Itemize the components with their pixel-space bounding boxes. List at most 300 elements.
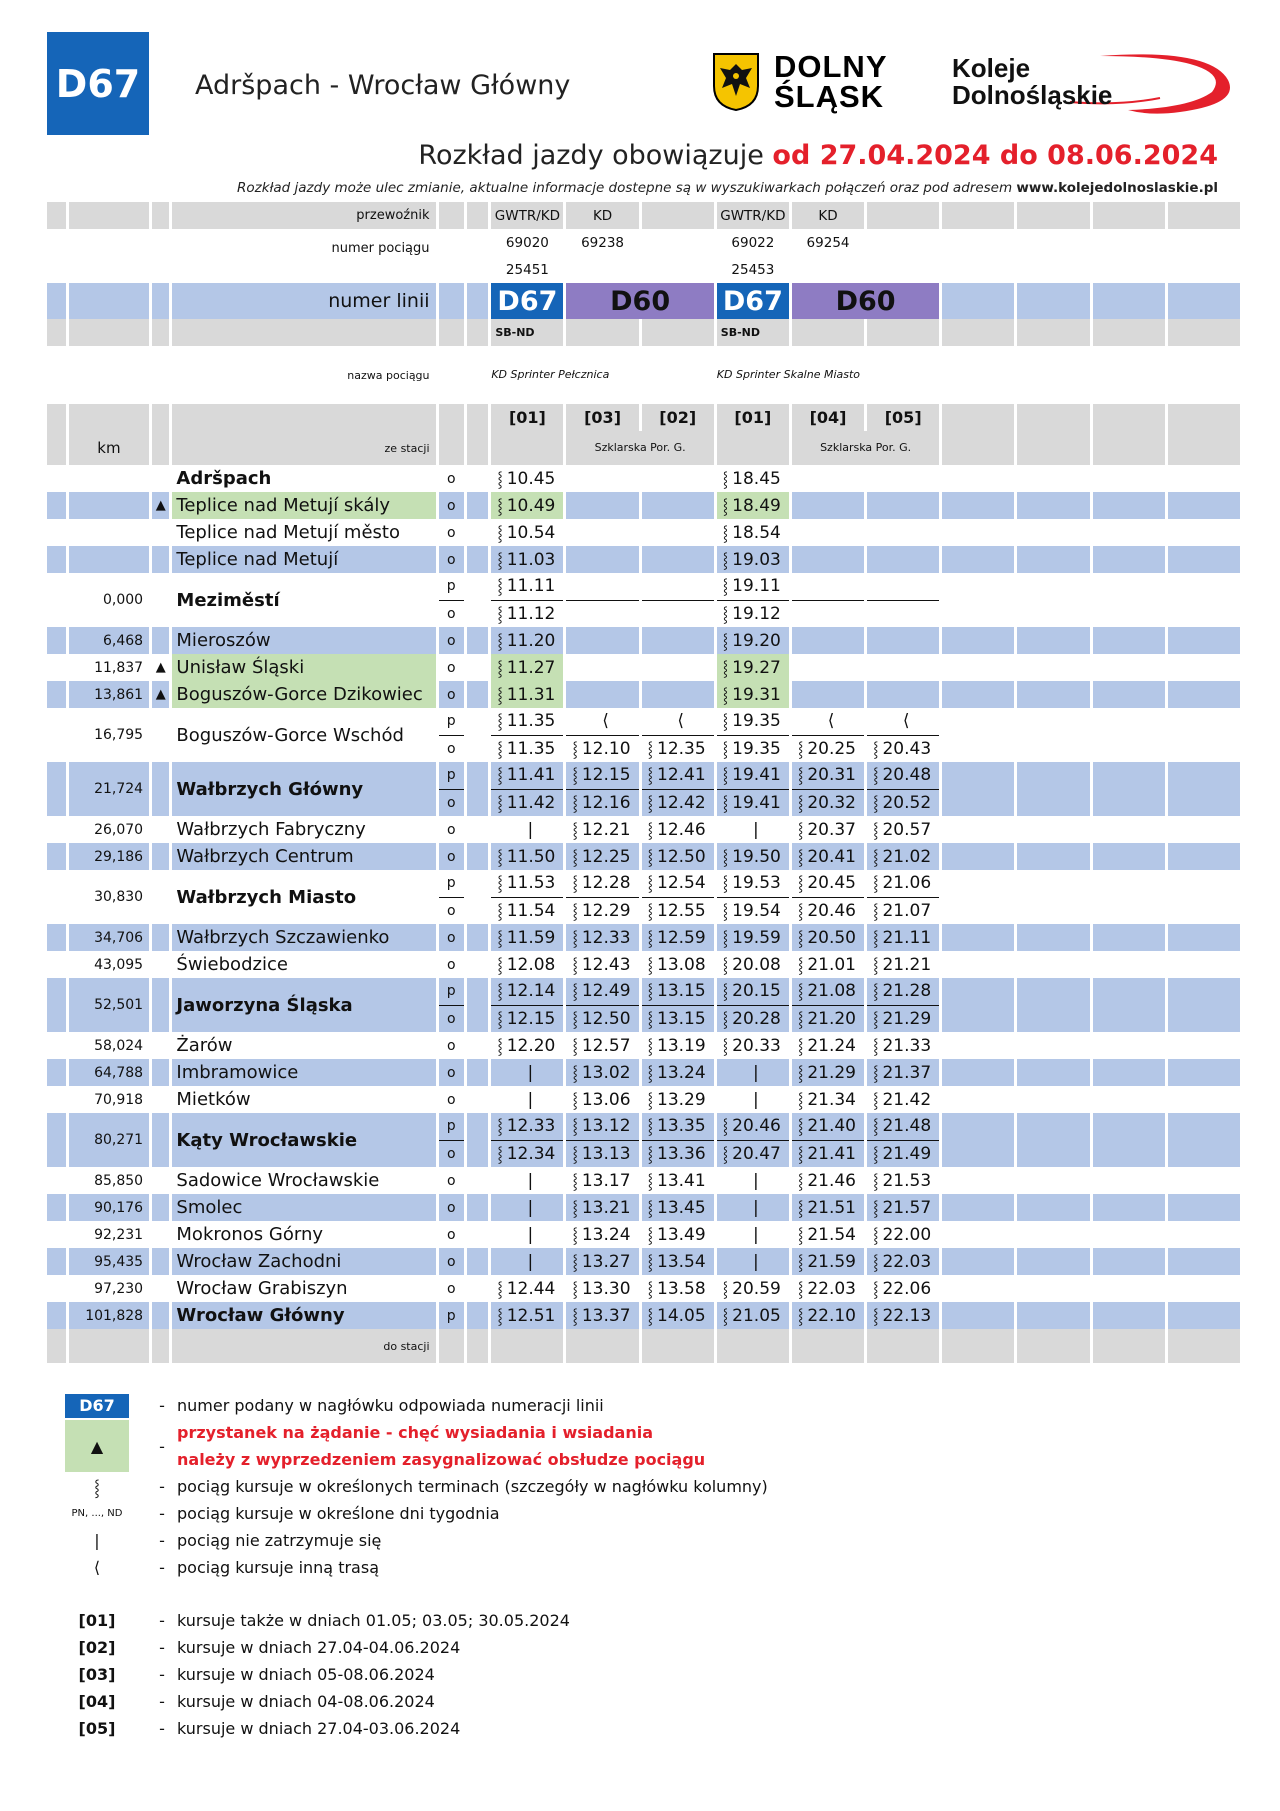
time-cell [866,1221,941,1248]
time-value: 13.02 [581,1062,631,1083]
terms-icon: ⸾ [722,1117,729,1136]
blank-cell [1091,1302,1166,1329]
time-cell [565,573,640,600]
no-stop-icon: | [753,1089,759,1110]
terms-icon: ⸾ [873,847,879,866]
train-number: 69238 [565,229,640,256]
time-value: 18.49 [732,495,781,516]
blank-cell [67,283,150,319]
blank-cell [151,816,171,843]
blank-cell [47,681,67,708]
station-name: Wrocław Główny [171,1302,437,1329]
blank-cell [1091,870,1166,897]
time-cell [490,1194,565,1221]
time-cell [715,1086,790,1113]
days-value [866,319,941,346]
time-value: 19.41 [732,792,781,813]
terms-icon: ⸾ [497,577,503,596]
terms-icon: ⸾ [797,1090,804,1109]
blank-cell [151,346,171,404]
table-row [47,573,1242,600]
time-value: 13.29 [657,1089,706,1110]
time-cell [866,1032,941,1059]
time-value: 12.33 [506,1116,556,1137]
train-number-2 [790,256,865,283]
table-row [47,1302,1242,1329]
time-cell [866,465,941,492]
terms-icon: ⸾ [873,901,879,920]
footnote-row: [05] - kursuje w dniach 27.04-03.06.2024 [47,1715,947,1742]
blank-cell [47,346,67,404]
terms-icon: ⸾ [873,766,879,785]
terms-icon: ⸾ [497,1009,503,1028]
arrive-depart-flag: o [437,1167,465,1194]
arrive-depart-flag: p [437,870,465,897]
blank-cell [941,1329,1016,1363]
blank-cell [47,1329,67,1363]
terms-icon: ⸾ [797,1279,804,1298]
blank-cell [1091,256,1166,283]
footnote-desc: kursuje także w dniach 01.05; 03.05; 30.05.2024 [177,1611,570,1630]
terms-icon: ⸾ [572,1117,578,1136]
time-cell [565,951,640,978]
time-value: 20.15 [732,981,781,1002]
table-row [47,1113,1242,1140]
blank-cell [1091,600,1166,627]
blank-cell [1016,465,1091,492]
table-row [47,546,1242,573]
eagle-shield-icon [712,52,760,112]
blank-cell [1166,708,1241,735]
blank-cell [67,346,150,404]
time-cell [715,654,790,681]
time-cell [490,1059,565,1086]
blank-cell [47,1167,67,1194]
time-value: 12.51 [506,1305,556,1326]
no-stop-icon: | [753,1170,759,1191]
time-cell [790,1194,865,1221]
blank-cell [941,681,1016,708]
blank-cell [151,202,171,229]
carrier-value [640,202,715,229]
no-stop-icon: | [527,1197,534,1218]
time-value: 10.45 [506,468,556,489]
terms-icon: ⸾ [647,1144,654,1163]
legend-line-key: D67 [65,1394,129,1418]
time-cell [490,1248,565,1275]
blank-cell [1166,870,1241,897]
blank-cell [1091,708,1166,735]
time-value: 12.29 [581,900,631,921]
terms-icon: ⸾ [722,712,729,731]
blank-cell [47,492,67,519]
blank-cell [1016,1329,1091,1363]
time-value: 22.10 [807,1305,856,1326]
terms-icon: ⸾ [647,766,654,785]
blank-cell [151,627,171,654]
table-row [47,654,1242,681]
terms-icon: ⸾ [797,1225,804,1244]
km-value: 13,861 [67,681,150,708]
time-value: 22.03 [807,1278,856,1299]
time-value: 13.30 [581,1278,631,1299]
time-cell [565,1302,640,1329]
blank-cell [1091,1059,1166,1086]
time-value: 11.35 [506,711,556,732]
time-cell [866,1248,941,1275]
validity-line [418,140,1218,171]
time-value: 18.54 [732,522,781,543]
validity-dates: od 27.04.2024 do 08.06.2024 [772,140,1218,171]
time-value: 13.35 [657,1116,706,1137]
terms-icon: ⸾ [797,928,804,947]
terms-icon: ⸾ [873,1009,879,1028]
terms-icon: ⸾ [873,1036,879,1055]
blank-cell [790,1329,865,1363]
blank-cell [151,319,171,346]
time-cell [640,573,715,600]
terms-icon: ⸾ [873,739,879,758]
km-value: 58,024 [67,1032,150,1059]
terms-icon: ⸾ [572,982,578,1001]
time-cell [790,546,865,573]
blank-cell [941,978,1016,1005]
time-cell [640,465,715,492]
no-stop-icon: | [94,1531,100,1550]
time-value: 13.41 [657,1170,706,1191]
time-value: 12.35 [657,738,706,759]
station-name: Żarów [171,1032,437,1059]
time-cell [866,519,941,546]
blank-cell [465,1302,489,1329]
terms-icon: ⸾ [873,820,879,839]
blank-cell [1166,1086,1241,1113]
terms-icon: ⸾ [647,1009,654,1028]
station-name: Teplice nad Metují [171,546,437,573]
blank-cell [941,404,1016,431]
blank-cell [1091,431,1166,465]
terms-icon: ⸾ [873,982,879,1001]
blank-cell [1166,1302,1241,1329]
info-text: Rozkład jazdy może ulec zmianie, aktualne informacje dostepne są w wyszukiwarkach połączeń oraz pod adresem [236,180,1013,196]
blank-cell [1166,492,1241,519]
terms-icon: ⸾ [647,901,654,920]
time-cell [790,762,865,789]
blank-cell [465,816,489,843]
time-value: 12.28 [581,873,631,894]
blank-cell [941,1221,1016,1248]
blank-cell [151,843,171,870]
time-cell [490,897,565,924]
terms-icon: ⸾ [722,550,729,569]
time-value: 14.05 [657,1305,706,1326]
km-value: 26,070 [67,816,150,843]
arrive-depart-flag: o [437,654,465,681]
footnote-ref: [01] [490,404,565,431]
time-value: 13.24 [657,1062,706,1083]
blank-cell [151,708,171,762]
blank-cell [47,1194,67,1221]
terms-icon: ⸾ [873,1090,879,1109]
blank-cell [1166,951,1241,978]
from-station: Szklarska Por. G. [565,431,715,465]
time-value: 13.08 [657,954,706,975]
blank-cell [1016,229,1091,256]
time-cell [565,1221,640,1248]
blank-cell [1166,1005,1241,1032]
blank-cell [1016,256,1091,283]
time-cell [866,789,941,816]
time-value: 12.20 [506,1035,556,1056]
train-number: 69020 [490,229,565,256]
blank-cell [1091,924,1166,951]
terms-icon: ⸾ [572,1252,578,1271]
blank-cell [465,1248,489,1275]
terms-icon: ⸾ [797,1144,804,1163]
no-stop-icon: | [753,1197,759,1218]
time-value: 21.24 [807,1035,856,1056]
other-route-icon: ⟨ [677,711,685,732]
time-value: 21.59 [807,1251,856,1272]
blank-cell [1091,519,1166,546]
blank-cell [941,1140,1016,1167]
table-row [47,681,1242,708]
time-cell [640,1113,715,1140]
blank-cell [465,519,489,546]
blank-cell [1091,897,1166,924]
time-cell [640,1005,715,1032]
time-value: 10.54 [506,522,556,543]
no-stop-icon: | [527,1062,534,1083]
blank-cell [941,816,1016,843]
time-cell [715,762,790,789]
terms-icon: ⸾ [647,793,654,812]
time-cell [490,600,565,627]
blank-cell [465,465,489,492]
time-value: 22.13 [882,1305,932,1326]
km-value [67,492,150,519]
blank-cell [941,762,1016,789]
terms-icon: ⸾ [497,523,503,542]
blank-cell [490,431,565,465]
blank-cell [1016,283,1091,319]
blank-cell [1091,573,1166,600]
km-value: 97,230 [67,1275,150,1302]
table-row [47,1194,1242,1221]
blank-cell [171,256,437,283]
time-cell [565,1086,640,1113]
time-cell [565,546,640,573]
arrive-depart-flag: o [437,843,465,870]
terms-icon: ⸾ [797,766,804,785]
time-value: 21.06 [882,873,932,894]
blank-cell [1016,627,1091,654]
blank-cell [1016,1221,1091,1248]
terms-icon: ⸾ [873,1279,879,1298]
carrier-value: KD [565,202,640,229]
blank-cell [47,870,67,924]
time-cell [790,654,865,681]
arrive-depart-flag: o [437,627,465,654]
terms-icon: ⸾ [647,1279,654,1298]
train-number: 69254 [790,229,865,256]
footnote-row: [03] - kursuje w dniach 05-08.06.2024 [47,1661,947,1688]
station-name: Wrocław Zachodni [171,1248,437,1275]
footnote-ref: [02] [640,404,715,431]
time-value: 11.42 [506,792,556,813]
time-value: 19.20 [732,630,781,651]
blank-cell [151,1032,171,1059]
time-cell [640,1248,715,1275]
terms-icon: ⸾ [647,1252,654,1271]
blank-cell [437,346,465,404]
blank-cell [151,762,171,816]
time-cell [866,1059,941,1086]
days-value: SB-ND [715,319,790,346]
time-value: 20.47 [732,1143,781,1164]
blank-cell [1166,816,1241,843]
station-name: Kąty Wrocławskie [171,1113,437,1167]
blank-cell [1091,346,1166,404]
blank-cell [941,627,1016,654]
blank-cell [1166,1194,1241,1221]
blank-cell [941,708,1016,735]
time-cell [866,897,941,924]
other-route-icon: ⟨ [827,711,835,732]
time-value: 20.33 [732,1035,781,1056]
terms-icon: ⸾ [722,496,729,515]
terms-icon: ⸾ [647,1117,654,1136]
table-row [47,431,1242,465]
blank-cell [1091,1086,1166,1113]
other-route-icon: ⟨ [602,711,609,732]
days-value [640,319,715,346]
terms-icon: ⸾ [873,1306,879,1325]
time-value: 12.49 [581,981,631,1002]
blank-cell [465,1059,489,1086]
blank-cell [465,1275,489,1302]
terms-icon: ⸾ [497,685,503,704]
blank-cell [1166,924,1241,951]
blank-cell [67,319,150,346]
station-name: Boguszów-Gorce Wschód [171,708,437,762]
terms-icon: ⸾ [722,577,729,596]
blank-cell [47,1113,67,1167]
blank-cell [941,789,1016,816]
terms-icon: ⸾ [572,739,578,758]
blank-cell [1166,465,1241,492]
blank-cell [465,1167,489,1194]
station-name: Wałbrzych Centrum [171,843,437,870]
table-row [47,465,1242,492]
footnote-key: [04] [78,1692,116,1711]
blank-cell [151,404,171,431]
blank-cell [465,870,489,897]
blank-cell [1091,1140,1166,1167]
blank-cell [941,897,1016,924]
time-cell [490,465,565,492]
time-cell [640,1221,715,1248]
blank-cell [1016,546,1091,573]
arrive-depart-flag: o [437,1194,465,1221]
time-cell [715,681,790,708]
time-value: 19.35 [732,738,781,759]
time-cell [490,492,565,519]
time-cell [565,1032,640,1059]
blank-cell [47,1086,67,1113]
carrier-label: przewoźnik [171,202,437,229]
blank-cell [171,319,437,346]
time-value: 19.27 [732,657,781,678]
line-badge-d60: D60 [790,283,940,319]
station-name: Teplice nad Metují skály [171,492,437,519]
km-value: 80,271 [67,1113,150,1167]
blank-cell [941,843,1016,870]
from-station: Szklarska Por. G. [790,431,940,465]
terms-icon: ⸾ [572,1009,578,1028]
time-cell [490,843,565,870]
blank-cell [941,519,1016,546]
station-name: Wałbrzych Fabryczny [171,816,437,843]
blank-cell [151,465,171,492]
terms-icon: ⸾ [722,901,729,920]
blank-cell [1016,202,1091,229]
blank-cell [465,762,489,789]
time-cell [640,816,715,843]
time-cell [640,870,715,897]
blank-cell [941,1167,1016,1194]
blank-cell [1166,346,1241,404]
terms-icon: ⸾ [722,1036,729,1055]
train-name: KD Sprinter Skalne Miasto [715,346,790,404]
terms-icon: ⸾ [572,1036,578,1055]
blank-cell [47,283,67,319]
time-cell [640,1302,715,1329]
no-stop-icon: | [527,1170,534,1191]
time-value: 21.02 [882,846,932,867]
time-cell [790,1059,865,1086]
terms-icon: ⸾ [797,1252,804,1271]
time-cell [866,492,941,519]
terms-icon: ⸾ [873,874,879,893]
blank-cell [1091,1113,1166,1140]
table-row [47,1329,1242,1363]
info-url[interactable]: www.kolejedolnoslaskie.pl [1016,180,1218,196]
line-number-label: numer linii [171,283,437,319]
blank-cell [437,202,465,229]
arrive-depart-flag: o [437,897,465,924]
terms-icon: ⸾ [797,1009,804,1028]
time-value: 21.51 [807,1197,856,1218]
terms-icon: ⸾ [647,1306,654,1325]
train-name-label: nazwa pociągu [171,346,437,404]
blank-cell [1166,681,1241,708]
footnote-ref: [05] [866,404,941,431]
time-value: 21.46 [807,1170,856,1191]
blank-cell [151,283,171,319]
blank-cell [1016,600,1091,627]
time-cell [790,1113,865,1140]
terms-icon: ⸾ [647,739,654,758]
arrive-depart-flag: o [437,735,465,762]
footnote-desc: kursuje w dniach 05-08.06.2024 [177,1665,435,1684]
table-row [47,1059,1242,1086]
blank-cell [1016,708,1091,735]
blank-cell [941,1194,1016,1221]
footnote-key: [03] [78,1665,116,1684]
blank-cell [1016,492,1091,519]
blank-cell [47,924,67,951]
